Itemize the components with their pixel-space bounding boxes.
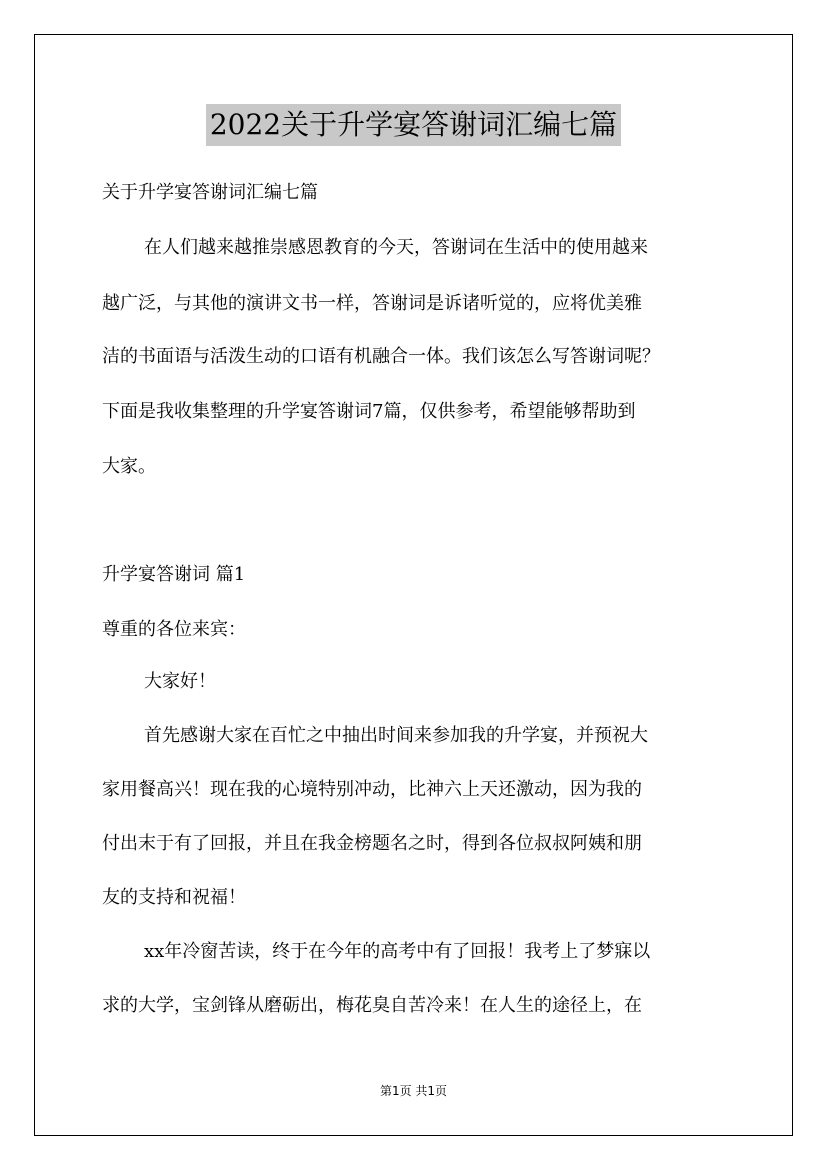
- paragraph-line: 家用餐高兴！现在我的心境特别冲动，比神六上天还激动，因为我的: [102, 779, 642, 800]
- paragraph-line: 友的支持和祝福！: [102, 887, 246, 908]
- page-footer: 第1页 共1页: [379, 1084, 448, 1098]
- paragraph-line: xx年冷窗苦读，终于在今年的高考中有了回报！我考上了梦寐以: [144, 941, 651, 962]
- paragraph-line: 在人们越来越推崇感恩教育的今天，答谢词在生活中的使用越来: [144, 237, 648, 258]
- section-heading: 升学宴答谢词 篇1: [102, 564, 246, 585]
- paragraph-line: 大家。: [102, 456, 156, 477]
- title-container: [0, 104, 827, 146]
- subtitle-line: 关于升学宴答谢词汇编七篇: [102, 182, 318, 203]
- paragraph-line: 首先感谢大家在百忙之中抽出时间来参加我的升学宴，并预祝大: [144, 725, 648, 746]
- paragraph-line: 洁的书面语与活泼生动的口语有机融合一体。我们该怎么写答谢词呢？: [102, 346, 660, 367]
- paragraph-line: 越广泛，与其他的演讲文书一样，答谢词是诉诸听觉的，应将优美雅: [102, 293, 642, 314]
- paragraph-line: 求的大学，宝剑锋从磨砺出，梅花臭自苦冷来！在人生的途径上，在: [102, 995, 642, 1016]
- greeting-line: 大家好！: [144, 671, 216, 692]
- salutation-line: 尊重的各位来宾：: [102, 619, 246, 640]
- paragraph-line: 下面是我收集整理的升学宴答谢词7篇，仅供参考，希望能够帮助到: [102, 401, 636, 422]
- document-title: 2022关于升学宴答谢词汇编七篇: [206, 104, 621, 146]
- paragraph-line: 付出末于有了回报，并且在我金榜题名之时，得到各位叔叔阿姨和朋: [102, 833, 642, 854]
